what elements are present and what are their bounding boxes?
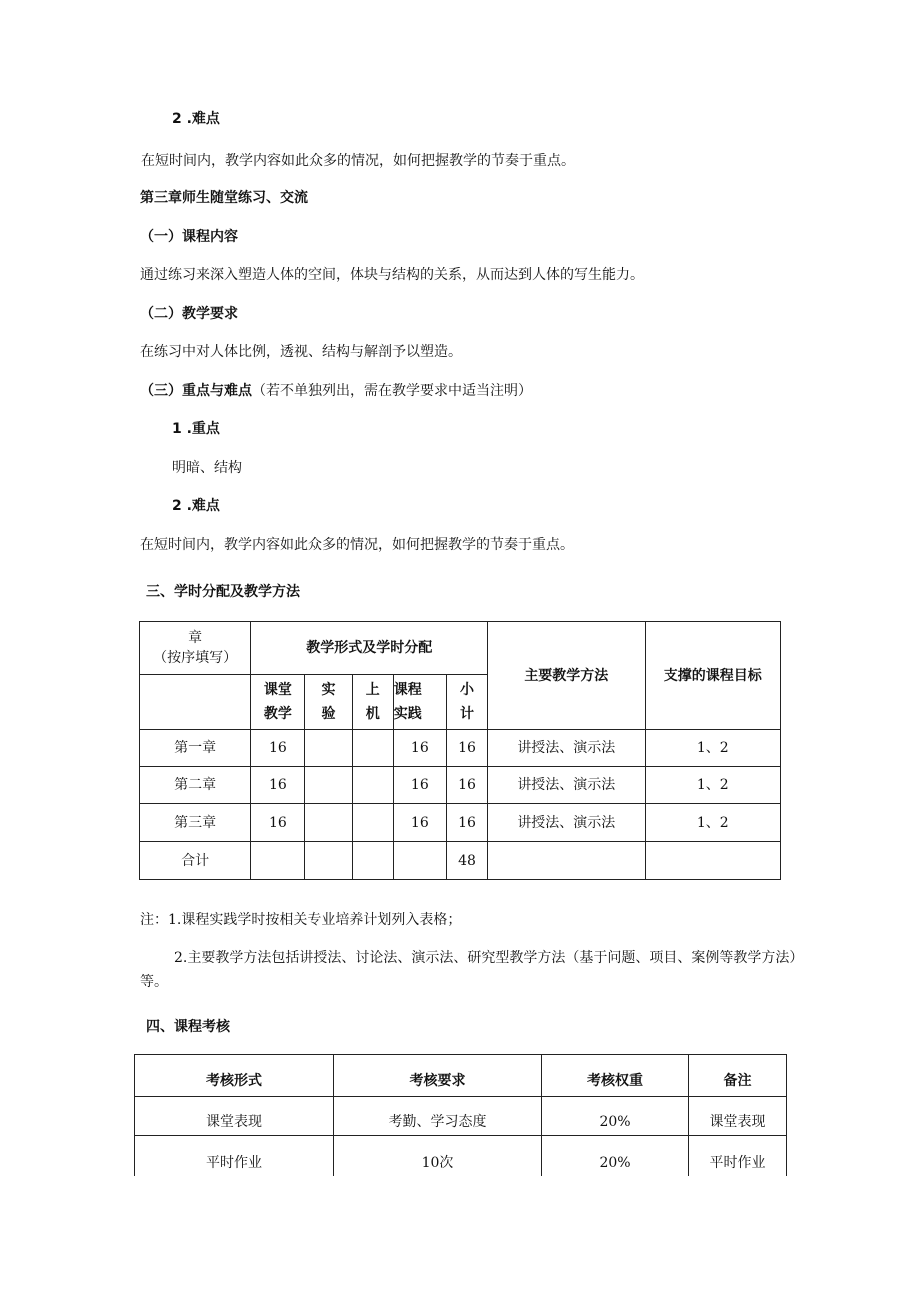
subheader-computer-line-2: 机 [365,706,380,722]
header-teaching-form: 教学形式及学时分配 [251,622,488,675]
subheader-experiment [305,675,352,730]
subheader-classroom-line-2: 教学 [263,706,292,722]
chapter-3-key-points-note: （若不单独列出，需在教学要求中适当注明） [252,383,532,399]
chapter-3-point-1-text: 明暗、结构 [172,460,242,476]
cell-practice: 16 [393,804,446,842]
subheader-practice [393,675,446,730]
chapter-3-course-content-text: 通过练习来深入塑造人体的空间，体块与结构的关系，从而达到人体的写生能力。 [140,267,644,283]
cell-practice: 16 [393,730,446,767]
header-chapter-line-1: 章 [188,630,203,646]
cell-computer [352,767,393,804]
cell-classroom: 16 [251,767,305,804]
subheader-subtotal-line-2: 计 [459,706,474,722]
cell-practice [393,842,446,880]
cell-form: 课堂表现 [135,1097,334,1136]
table-row [140,730,781,767]
cell-method: 讲授法、演示法 [488,730,645,767]
cell-remark: 课堂表现 [689,1097,787,1136]
cell-computer [352,804,393,842]
assessment-table [134,1054,787,1176]
chapter-3-point-2-label: 2 .难点 [172,498,220,514]
cell-goal: 1、2 [645,804,780,842]
cell-weight: 20% [542,1097,689,1136]
section-3-title: 三、学时分配及教学方法 [146,584,300,600]
item-2-label: 2 .难点 [172,111,220,127]
note-1: 注：1.课程实践学时按相关专业培养计划列入表格； [140,912,462,928]
header-assessment-requirement: 考核要求 [334,1055,542,1097]
cell-classroom [251,842,305,880]
table-total-row [140,842,781,880]
hours-allocation-table [139,621,781,880]
cell-experiment [305,730,352,767]
cell-method [488,842,645,880]
note-2: 2.主要教学方法包括讲授法、讨论法、演示法、研究型教学方法（基于问题、项目、案例等教学方法）等。 [140,950,804,990]
section-4-title: 四、课程考核 [146,1019,230,1035]
cell-computer [352,730,393,767]
chapter-3-point-1-label: 1 .重点 [172,421,220,437]
chapter-3-teaching-req-title: （二）教学要求 [140,306,238,322]
cell-classroom: 16 [251,730,305,767]
cell-experiment [305,767,352,804]
cell-chapter: 合计 [140,842,251,880]
assessment-header-row [135,1055,787,1097]
subheader-experiment-line-2: 验 [321,706,336,722]
item-2-text: 在短时间内，教学内容如此众多的情况，如何把握教学的节奏于重点。 [141,153,575,169]
cell-subtotal: 16 [446,804,487,842]
subheader-computer [352,675,393,730]
table-row [140,767,781,804]
cell-experiment [305,842,352,880]
chapter-3-key-points-title: （三）重点与难点 [140,383,252,399]
header-assessment-remark: 备注 [689,1055,787,1097]
subheader-classroom [251,675,305,730]
chapter-3-course-content-title: （一）课程内容 [140,229,238,245]
cell-weight: 20% [542,1136,689,1176]
cell-subtotal: 16 [446,730,487,767]
cell-goal [645,842,780,880]
cell-chapter: 第三章 [140,804,251,842]
cell-experiment [305,804,352,842]
table-header-row [140,622,781,675]
subheader-experiment-line-1: 实 [321,682,336,698]
chapter-3-teaching-req-text: 在练习中对人体比例，透视、结构与解剖予以塑造。 [140,344,462,360]
cell-goal: 1、2 [645,767,780,804]
cell-form: 平时作业 [135,1136,334,1176]
header-chapter-blank [140,675,251,730]
chapter-3-point-2-text: 在短时间内，教学内容如此众多的情况，如何把握教学的节奏于重点。 [140,537,574,553]
header-main-method: 主要教学方法 [488,622,645,730]
cell-goal: 1、2 [645,730,780,767]
subheader-practice-line-2: 实践 [393,706,422,722]
cell-method: 讲授法、演示法 [488,804,645,842]
header-course-goal: 支撑的课程目标 [645,622,780,730]
subheader-subtotal-line-1: 小 [459,682,474,698]
cell-classroom: 16 [251,804,305,842]
table-row [135,1097,787,1136]
chapter-3-key-points-heading [140,381,532,401]
subheader-subtotal [446,675,487,730]
header-chapter-line-2: （按序填写） [153,650,238,666]
cell-subtotal: 16 [446,767,487,804]
cell-requirement: 考勤、学习态度 [334,1097,542,1136]
subheader-classroom-line-1: 课堂 [263,682,292,698]
cell-chapter: 第二章 [140,767,251,804]
table-row [135,1136,787,1176]
cell-method: 讲授法、演示法 [488,767,645,804]
cell-remark: 平时作业 [689,1136,787,1176]
header-assessment-form: 考核形式 [135,1055,334,1097]
cell-chapter: 第一章 [140,730,251,767]
cell-subtotal: 48 [446,842,487,880]
cell-computer [352,842,393,880]
cell-requirement: 10次 [334,1136,542,1176]
table-row [140,804,781,842]
header-chapter [140,622,251,675]
header-assessment-weight: 考核权重 [542,1055,689,1097]
cell-practice: 16 [393,767,446,804]
chapter-3-title: 第三章师生随堂练习、交流 [140,190,308,206]
subheader-computer-line-1: 上 [365,682,380,698]
subheader-practice-line-1: 课程 [393,682,422,698]
